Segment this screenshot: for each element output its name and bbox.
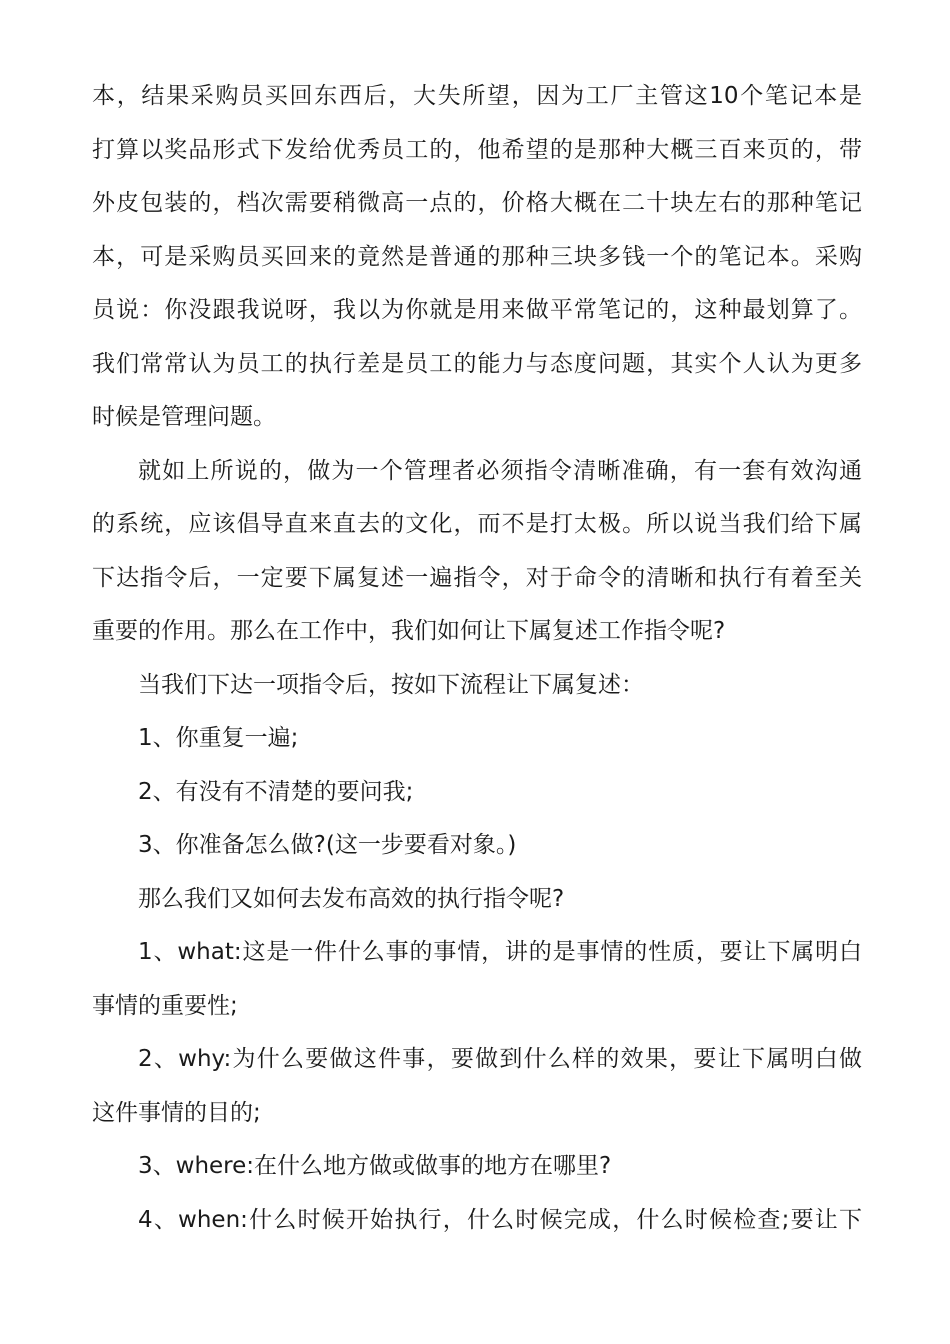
text-line: 本，结果采购员买回东西后，大失所望，因为工厂主管这10个笔记本是 <box>92 83 862 109</box>
text-line: 的系统，应该倡导直来直去的文化，而不是打太极。所以说当我们给下属 <box>92 511 862 537</box>
text-line: 当我们下达一项指令后，按如下流程让下属复述： <box>138 671 644 698</box>
text-line: 本，可是采购员买回来的竟然是普通的那种三块多钱一个的笔记本。采购 <box>92 243 862 270</box>
text-line: 就如上所说的，做为一个管理者必须指令清晰准确，有一套有效沟通 <box>138 457 862 484</box>
text-line: 员说：你没跟我说呀，我以为你就是用来做平常笔记的，这种最划算了。 <box>92 297 862 323</box>
text-line: 这件事情的目的; <box>92 1099 261 1126</box>
text-line: 打算以奖品形式下发给优秀员工的，他希望的是那种大概三百来页的，带 <box>92 136 862 163</box>
text-line: 我们常常认为员工的执行差是员工的能力与态度问题，其实个人认为更多 <box>92 350 862 377</box>
text-line: 时候是管理问题。 <box>92 404 276 430</box>
text-line: 事情的重要性; <box>92 992 238 1019</box>
list-item: 4、when:什么时候开始执行，什么时候完成，什么时候检查;要让下 <box>138 1206 862 1233</box>
list-item: 2、有没有不清楚的要问我; <box>138 778 414 805</box>
text-line: 外皮包装的，档次需要稍微高一点的，价格大概在二十块左右的那种笔记 <box>92 190 862 216</box>
document-body <box>92 70 862 1247</box>
list-item: 3、where:在什么地方做或做事的地方在哪里? <box>138 1153 612 1179</box>
list-item: 1、what:这是一件什么事的事情，讲的是事情的性质，要让下属明白 <box>138 939 862 965</box>
text-line: 重要的作用。那么在工作中，我们如何让下属复述工作指令呢? <box>92 618 726 644</box>
text-line: 下达指令后，一定要下属复述一遍指令，对于命令的清晰和执行有着至关 <box>92 564 862 591</box>
list-item: 3、你准备怎么做?(这一步要看对象。) <box>138 832 517 858</box>
list-item: 1、你重复一遍; <box>138 725 299 751</box>
list-item: 2、why:为什么要做这件事，要做到什么样的效果，要让下属明白做 <box>138 1046 862 1072</box>
text-line: 那么我们又如何去发布高效的执行指令呢? <box>138 885 565 912</box>
